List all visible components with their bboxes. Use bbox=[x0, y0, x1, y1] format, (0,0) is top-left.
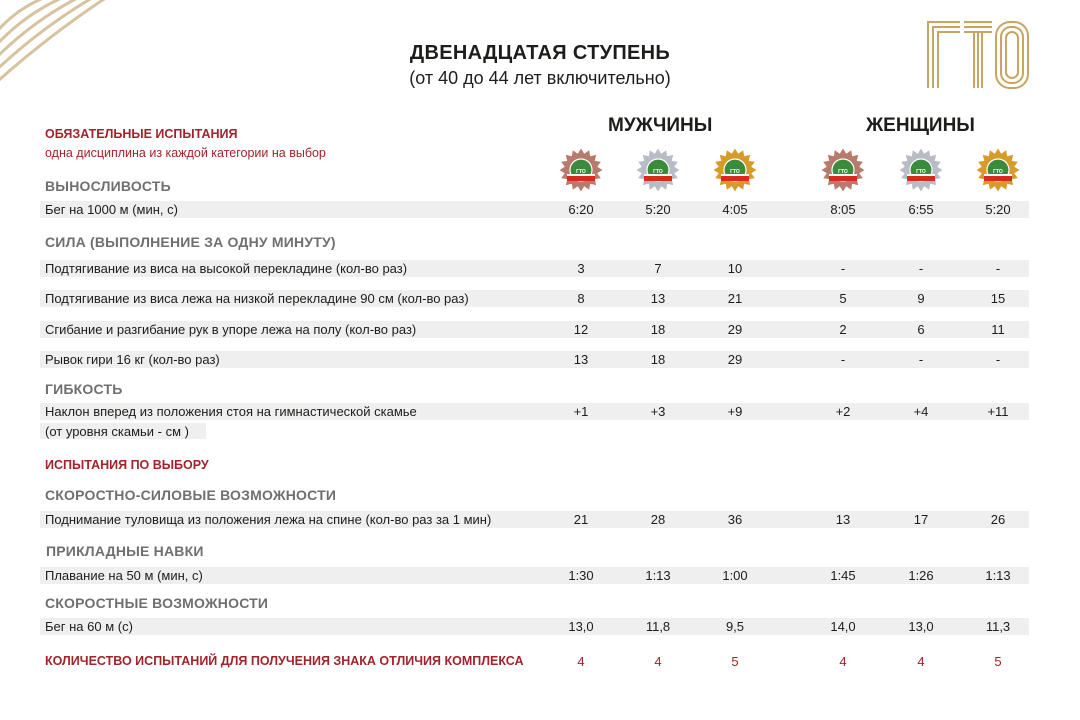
value-cell: +9 bbox=[727, 404, 743, 419]
value-cell: - bbox=[918, 261, 924, 276]
row-label: Сгибание и разгибание рук в упоре лежа на полу (кол-во раз) bbox=[45, 322, 417, 337]
value-cell: 1:26 bbox=[908, 568, 934, 583]
value-cell: 5 bbox=[731, 654, 739, 669]
bronze-medal-icon bbox=[558, 147, 604, 193]
row-label: Подтягивание из виса на высокой перекладине (кол-во раз) bbox=[45, 261, 408, 276]
value-cell: 1:13 bbox=[985, 568, 1011, 583]
row-label: Бег на 60 м (с) bbox=[45, 619, 133, 634]
value-cell: 9 bbox=[917, 291, 925, 306]
row-label-continuation bbox=[40, 423, 206, 439]
value-cell: 8 bbox=[577, 291, 585, 306]
badge-requirement-row bbox=[40, 653, 1029, 670]
table-row bbox=[40, 201, 1029, 218]
medal-label: ГТО bbox=[838, 169, 848, 175]
value-cell: 13,0 bbox=[908, 619, 934, 634]
value-cell: - bbox=[995, 261, 1001, 276]
category-speed: СКОРОСТНЫЕ ВОЗМОЖНОСТИ bbox=[45, 595, 269, 611]
value-cell: 11 bbox=[991, 322, 1005, 337]
table-row bbox=[40, 321, 1029, 338]
badge-requirement-label: КОЛИЧЕСТВО ИСПЫТАНИЙ ДЛЯ ПОЛУЧЕНИЯ ЗНАКА ОТЛИЧИЯ КОМПЛЕКСА bbox=[45, 654, 524, 668]
men-heading: МУЖЧИНЫ bbox=[608, 115, 713, 136]
value-cell: 5 bbox=[994, 654, 1002, 669]
value-cell: +1 bbox=[573, 404, 589, 419]
value-cell: 26 bbox=[990, 512, 1006, 527]
mandatory-tests-note: одна дисциплина из каждой категории на выбор bbox=[45, 146, 326, 160]
women-heading: ЖЕНЩИНЫ bbox=[866, 115, 975, 136]
value-cell: 14,0 bbox=[830, 619, 856, 634]
bronze-medal-icon bbox=[820, 147, 866, 193]
table-row bbox=[40, 511, 1029, 528]
category-endurance: ВЫНОСЛИВОСТЬ bbox=[45, 178, 171, 194]
value-cell: 9,5 bbox=[725, 619, 745, 634]
category-applied: ПРИКЛАДНЫЕ НАВКИ bbox=[46, 543, 204, 559]
category-speed-strength: СКОРОСТНО-СИЛОВЫЕ ВОЗМОЖНОСТИ bbox=[45, 487, 337, 503]
gold-medal-icon bbox=[712, 147, 758, 193]
value-cell: +4 bbox=[913, 404, 929, 419]
value-cell: +11 bbox=[987, 404, 1009, 419]
value-cell: 18 bbox=[650, 322, 666, 337]
value-cell: 13,0 bbox=[568, 619, 594, 634]
value-cell: 1:00 bbox=[722, 568, 748, 583]
value-cell: 5 bbox=[839, 291, 847, 306]
optional-tests-heading: ИСПЫТАНИЯ ПО ВЫБОРУ bbox=[45, 458, 209, 472]
category-strength: СИЛА (ВЫПОЛНЕНИЕ ЗА ОДНУ МИНУТУ) bbox=[45, 234, 336, 250]
silver-medal-icon bbox=[635, 147, 681, 193]
value-cell: - bbox=[918, 352, 924, 367]
value-cell: 4 bbox=[917, 654, 925, 669]
table-row bbox=[40, 403, 1029, 420]
value-cell: 4 bbox=[654, 654, 662, 669]
value-cell: 36 bbox=[727, 512, 743, 527]
value-cell: 6 bbox=[917, 322, 925, 337]
table-row bbox=[40, 618, 1029, 635]
medal-label: ГТО bbox=[916, 169, 926, 175]
value-cell: +3 bbox=[650, 404, 666, 419]
value-cell: 13 bbox=[835, 512, 851, 527]
table-row bbox=[40, 260, 1029, 277]
value-cell: 5:20 bbox=[985, 202, 1011, 217]
value-cell: 7 bbox=[654, 261, 662, 276]
row-label-line2: (от уровня скамьи - см ) bbox=[45, 424, 189, 439]
value-cell: 4 bbox=[839, 654, 847, 669]
value-cell: +2 bbox=[835, 404, 851, 419]
row-label: Наклон вперед из положения стоя на гимнастической скамье bbox=[45, 404, 417, 419]
row-label: Поднимание туловища из положения лежа на спине (кол-во раз за 1 мин) bbox=[45, 512, 492, 527]
value-cell: 13 bbox=[650, 291, 666, 306]
value-cell: 10 bbox=[727, 261, 743, 276]
value-cell: 15 bbox=[990, 291, 1006, 306]
category-flexibility: ГИБКОСТЬ bbox=[45, 381, 123, 397]
page-subtitle: (от 40 до 44 лет включительно) bbox=[409, 68, 671, 88]
value-cell: 21 bbox=[573, 512, 589, 527]
value-cell: 4 bbox=[577, 654, 585, 669]
value-cell: 28 bbox=[650, 512, 666, 527]
row-label: Плавание на 50 м (мин, с) bbox=[45, 568, 203, 583]
row-label: Подтягивание из виса лежа на низкой перекладине 90 см (кол-во раз) bbox=[45, 291, 469, 306]
mandatory-tests-heading: ОБЯЗАТЕЛЬНЫЕ ИСПЫТАНИЯ bbox=[45, 127, 238, 141]
table-row bbox=[40, 290, 1029, 307]
value-cell: 6:20 bbox=[568, 202, 594, 217]
gold-medal-icon bbox=[975, 147, 1021, 193]
value-cell: - bbox=[840, 261, 846, 276]
value-cell: 6:55 bbox=[908, 202, 934, 217]
value-cell: 29 bbox=[727, 322, 743, 337]
value-cell: 3 bbox=[577, 261, 585, 276]
value-cell: 18 bbox=[650, 352, 666, 367]
medal-label: ГТО bbox=[730, 169, 740, 175]
medal-label: ГТО bbox=[576, 169, 586, 175]
value-cell: - bbox=[995, 352, 1001, 367]
value-cell: - bbox=[840, 352, 846, 367]
table-row bbox=[40, 351, 1029, 368]
value-cell: 4:05 bbox=[722, 202, 748, 217]
value-cell: 11,3 bbox=[985, 619, 1011, 634]
value-cell: 2 bbox=[839, 322, 847, 337]
value-cell: 13 bbox=[573, 352, 589, 367]
page-title: ДВЕНАДЦАТАЯ СТУПЕНЬ bbox=[409, 42, 671, 64]
table-row bbox=[40, 567, 1029, 584]
value-cell: 11,8 bbox=[645, 619, 671, 634]
value-cell: 8:05 bbox=[830, 202, 856, 217]
row-label: Бег на 1000 м (мин, с) bbox=[45, 202, 178, 217]
row-label: Рывок гири 16 кг (кол-во раз) bbox=[45, 352, 220, 367]
medal-label: ГТО bbox=[653, 169, 663, 175]
value-cell: 21 bbox=[727, 291, 743, 306]
medal-label: ГТО bbox=[993, 169, 1003, 175]
value-cell: 1:30 bbox=[568, 568, 594, 583]
value-cell: 5:20 bbox=[645, 202, 671, 217]
value-cell: 17 bbox=[913, 512, 929, 527]
value-cell: 29 bbox=[727, 352, 743, 367]
value-cell: 12 bbox=[573, 322, 589, 337]
value-cell: 1:13 bbox=[645, 568, 671, 583]
value-cell: 1:45 bbox=[830, 568, 856, 583]
silver-medal-icon bbox=[898, 147, 944, 193]
